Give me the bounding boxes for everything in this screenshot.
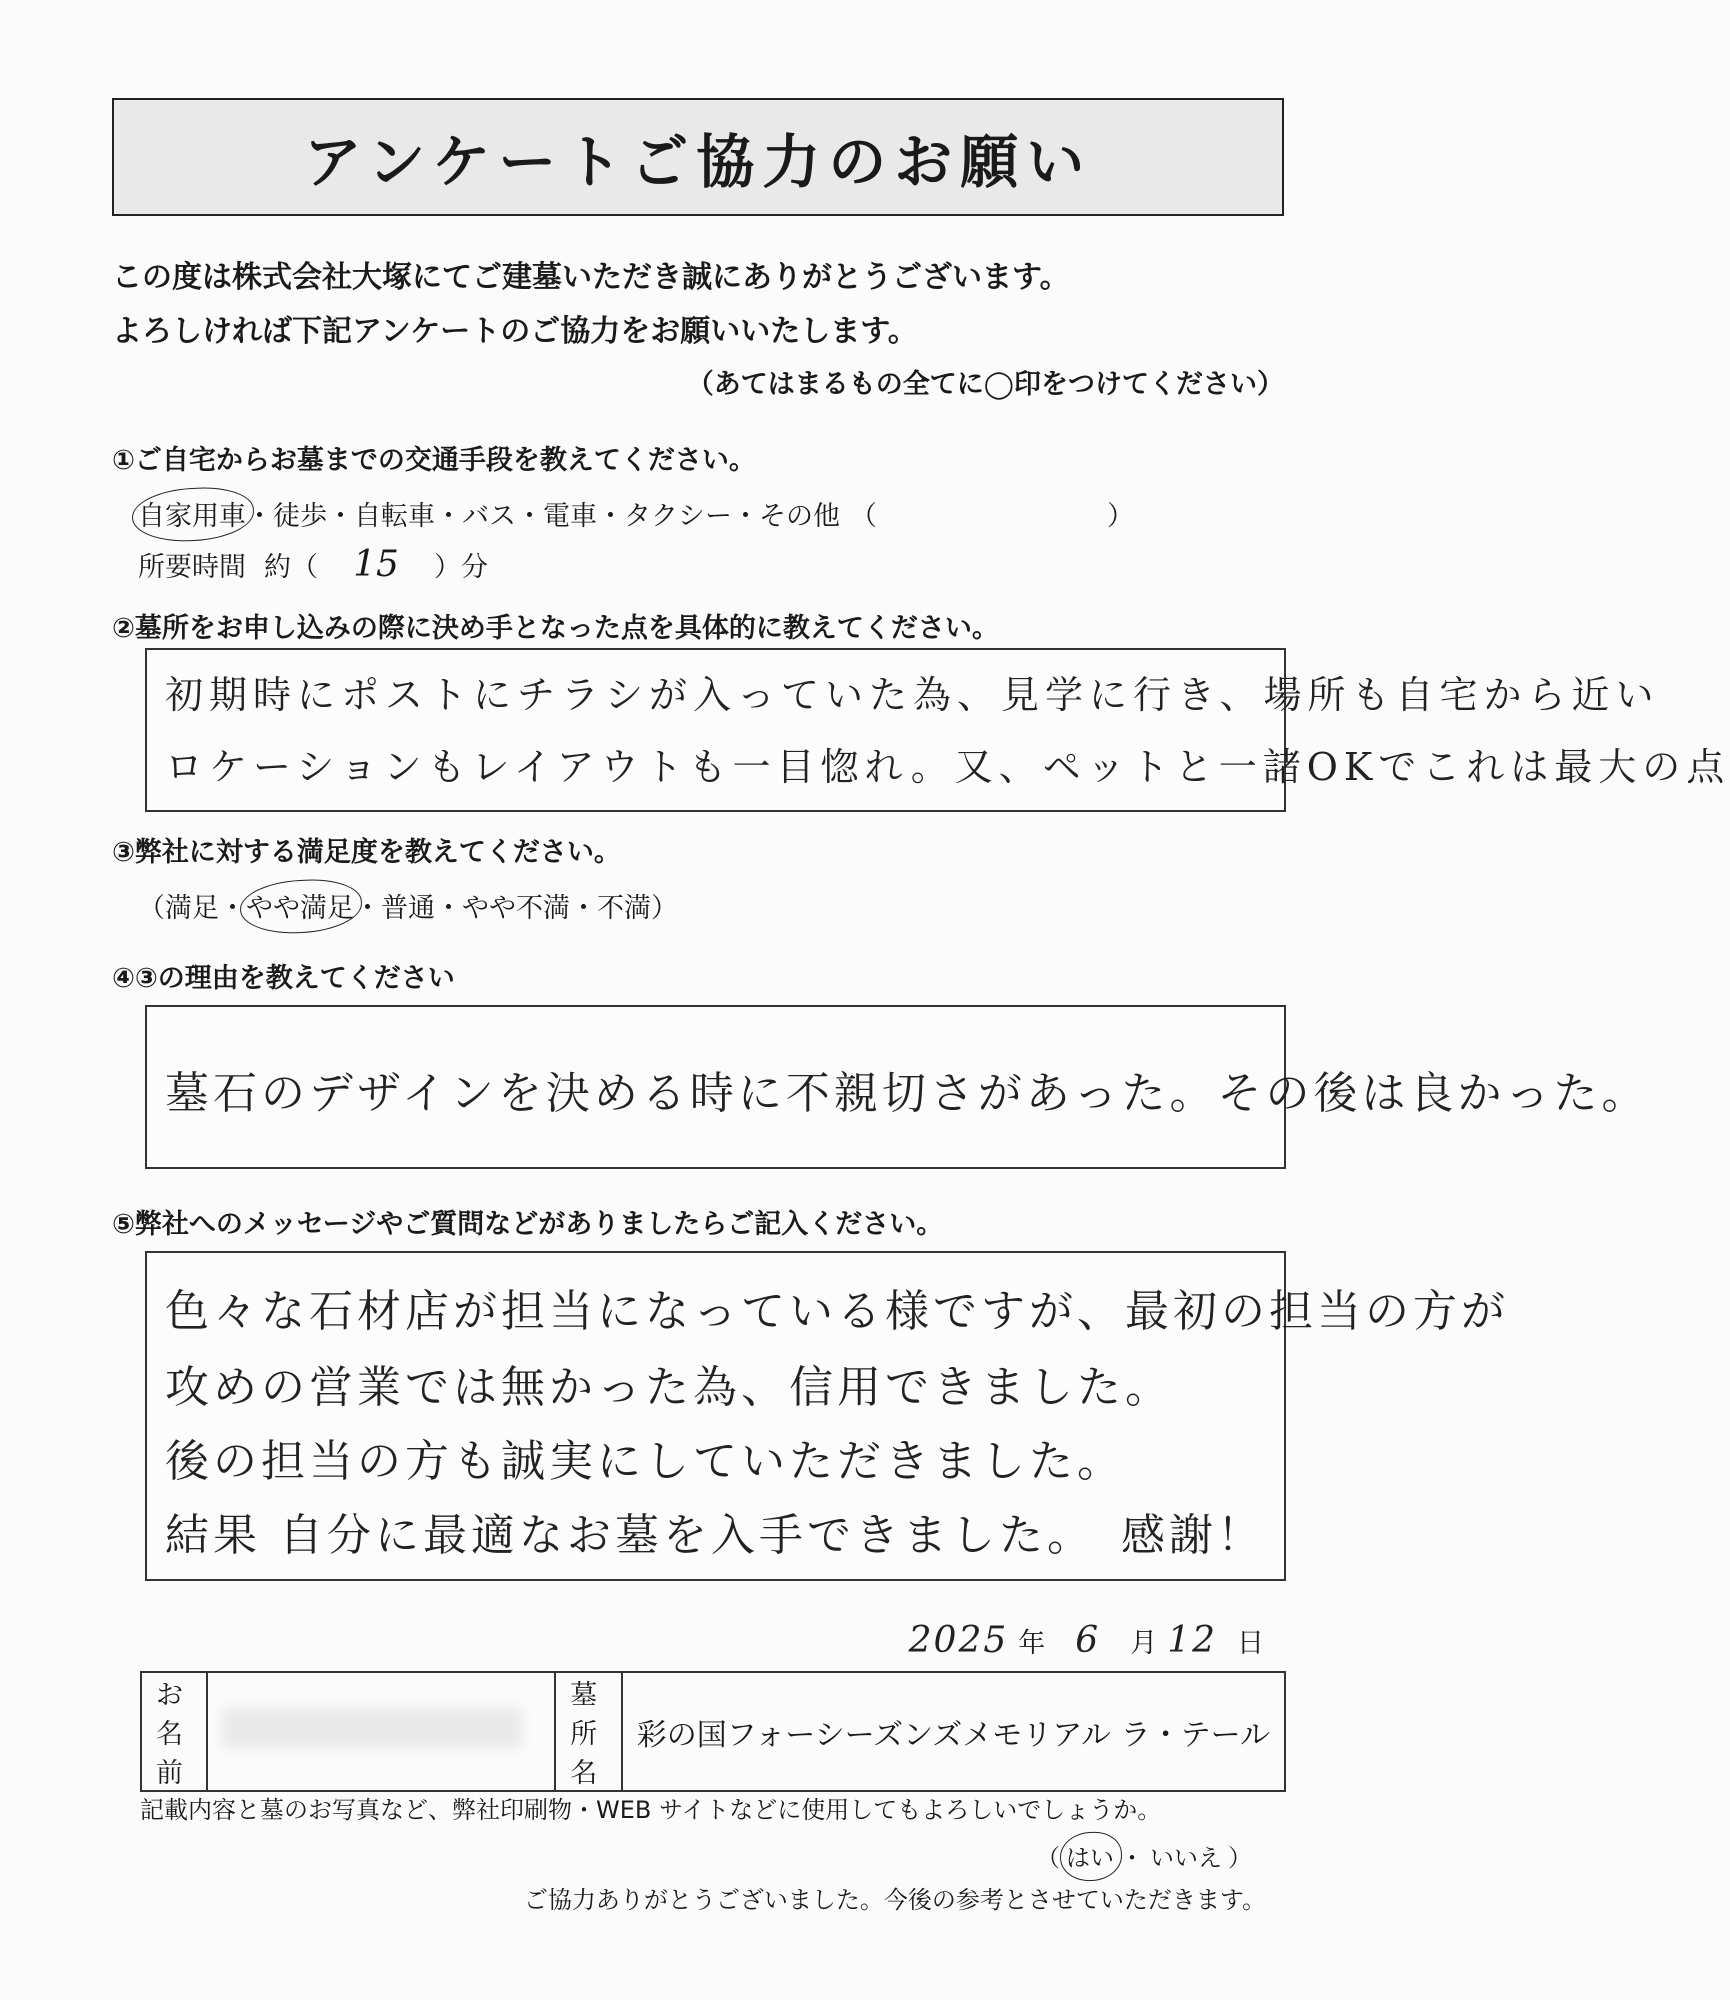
consent-options	[1036, 1838, 1252, 1873]
q1-time-value[interactable]: 15	[353, 544, 399, 585]
page-title: アンケートご協力のお願い	[303, 128, 1093, 196]
q3-close: ）	[651, 893, 678, 924]
name-field[interactable]	[207, 1672, 555, 1791]
q3-options	[138, 886, 678, 925]
grave-label: 墓所名	[555, 1672, 622, 1791]
q1-time-suffix: ）分	[434, 552, 488, 583]
q1-other-close: ）	[1107, 501, 1134, 532]
date-day-label: 日	[1237, 1628, 1264, 1659]
separator: ・	[516, 501, 543, 532]
intro-line-2: よろしければ下記アンケートのご協力をお願いいたします。	[112, 314, 918, 349]
q1-options	[138, 494, 1134, 533]
q5-answer-box[interactable]	[145, 1251, 1509, 1581]
separator: ・	[246, 501, 273, 532]
q1-option-bicycle[interactable]: 自転車	[354, 501, 435, 532]
separator: ・	[597, 501, 624, 532]
date-month[interactable]: 6	[1075, 1620, 1101, 1661]
consent-question: 記載内容と墓のお写真など、弊社印刷物・WEB サイトなどに使用してもよろしいでしょうか。	[140, 1796, 1162, 1824]
separator: ・	[435, 501, 462, 532]
q2-answer-line-2: ロケーションもレイアウトも一目惚れ。又、ペットと一諸OKでこれは最大の点	[165, 745, 1730, 789]
title-banner	[112, 98, 1284, 216]
intro-line-1: この度は株式会社大塚にてご建墓いただき誠にありがとうございます。	[112, 260, 1070, 295]
separator: ・	[219, 893, 246, 924]
q4-answer-box[interactable]	[145, 1005, 1650, 1169]
q1-option-car[interactable]: 自家用車	[138, 494, 246, 533]
q1-time-row	[138, 544, 488, 585]
q1-option-bus[interactable]: バス	[462, 501, 516, 532]
q1-option-walk[interactable]: 徒歩	[273, 501, 327, 532]
consent-close: ）	[1228, 1844, 1252, 1872]
separator: ・	[732, 501, 759, 532]
separator: ・	[435, 893, 462, 924]
date-year-label: 年	[1018, 1628, 1046, 1659]
q3-option-dissatisfied[interactable]: 不満	[597, 893, 651, 924]
q5-answer-line-1: 色々な石材店が担当になっている様ですが、最初の担当の方が	[165, 1286, 1509, 1337]
q1-option-train[interactable]: 電車	[543, 501, 597, 532]
separator: ・	[570, 893, 597, 924]
q2-answer-box[interactable]	[145, 648, 1730, 812]
date-month-label: 月	[1130, 1628, 1158, 1659]
name-label: お名前	[141, 1672, 207, 1791]
date-row	[909, 1620, 1264, 1661]
consent-no[interactable]: いいえ	[1150, 1844, 1222, 1872]
closing-message: ご協力ありがとうございました。今後の参考とさせていただきます。	[523, 1886, 1266, 1914]
q5-answer-line-3: 後の担当の方も誠実にしていただきました。	[165, 1436, 1125, 1487]
q3-option-somewhat-dissatisfied[interactable]: やや不満	[462, 893, 570, 924]
date-year[interactable]: 2025	[908, 1620, 1009, 1661]
q3-option-somewhat-satisfied[interactable]: やや満足	[246, 886, 354, 925]
instruction-note: （あてはまるもの全てに◯印をつけてください）	[686, 369, 1284, 400]
q3-option-neutral[interactable]: 普通	[381, 893, 435, 924]
q4-answer-line-1: 墓石のデザインを決める時に不親切さがあった。その後は良かった。	[165, 1068, 1650, 1119]
consent-separator: ・	[1120, 1844, 1144, 1872]
q1-time-label: 所要時間	[138, 552, 246, 583]
q1-other-open: （	[850, 501, 877, 532]
q2-answer-line-1: 初期時にポストにチラシが入っていた為、見学に行き、場所も自宅から近い	[165, 673, 1660, 717]
grave-field[interactable]	[622, 1672, 1285, 1791]
q4-question: ④③の理由を教えてください	[112, 963, 455, 994]
q1-option-other[interactable]: その他	[759, 501, 840, 532]
info-table	[140, 1671, 1286, 1792]
q3-open: （	[138, 893, 165, 924]
q5-answer-line-2: 攻めの営業では無かった為、信用できました。	[165, 1362, 1173, 1413]
q5-question: ⑤弊社へのメッセージやご質問などがありましたらご記入ください。	[112, 1209, 944, 1240]
q3-option-satisfied[interactable]: 満足	[165, 893, 219, 924]
q1-question: ①ご自宅からお墓までの交通手段を教えてください。	[112, 445, 756, 476]
grave-value: 彩の国フォーシーズンズメモリアル ラ・テール	[636, 1717, 1270, 1753]
date-day[interactable]: 12	[1167, 1620, 1217, 1661]
separator: ・	[354, 893, 381, 924]
consent-open: （	[1036, 1844, 1060, 1872]
q1-time-prefix: 約（	[264, 552, 318, 583]
consent-yes[interactable]: はい	[1066, 1838, 1114, 1873]
q1-option-taxi[interactable]: タクシー	[624, 501, 732, 532]
separator: ・	[327, 501, 354, 532]
q2-question: ②墓所をお申し込みの際に決め手となった点を具体的に教えてください。	[112, 613, 999, 644]
q5-answer-line-4: 結果 自分に最適なお墓を入手できました。 感謝！	[165, 1510, 1265, 1561]
name-redacted	[222, 1708, 522, 1748]
q3-question: ③弊社に対する満足度を教えてください。	[112, 837, 621, 868]
